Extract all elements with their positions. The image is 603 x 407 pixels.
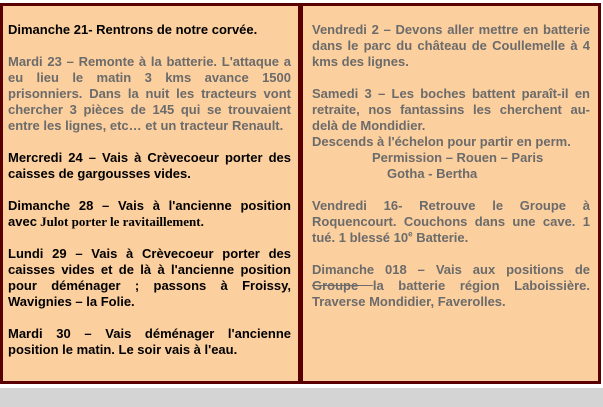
bottom-bar [0,388,603,407]
diary-entry [8,198,291,230]
diary-entry: Mardi 23 – Remonte à la batterie. L'attaque a eu lieu le matin 3 kms avance 1500 prisonniers. Dans la nuit les tracteurs vont chercher 3 pièces de 145 qui se trouvaient entre les lignes, etc… et un tracteur Renault. [8,54,291,133]
entry-text: Dimanche 018 – Vais aux positions de [312,262,590,277]
diary-entry: Lundi 29 – Vais à Crèvecoeur porter des caisses vides et de là à l'ancienne position pour déménager ; passons à Froissy, Wavignies – la Folie. [8,246,291,309]
diary-entry: Descends à l'échelon pour partir en perm. [312,134,571,149]
superscript: e [408,229,413,239]
diary-entry: Mercredi 24 – Vais à Crèvecoeur porter des caisses de gargousses vides. [8,150,291,181]
diary-entry: Dimanche 21- Rentrons de notre corvée. [8,22,258,37]
left-column [0,3,301,384]
entry-text: la batterie région Laboissière. Traverse Mondidier, Faverolles. [312,278,590,309]
entry-text: Batterie. [412,230,469,245]
entry-text: Dimanche 28 – Vais à l'ancienne position avec [8,198,291,229]
diary-entry [312,262,590,310]
diary-entry: Samedi 3 – Les boches battent paraît-il en retraite, nos fantassins les cherchent au-delà de Mondidier. [312,86,590,133]
right-column [300,3,601,384]
permission-line: Permission – Rouen – Paris [372,150,544,165]
entry-text: Julot porter le ravitaillement. [36,214,204,229]
diary-entry: Mardi 30 – Vais déménager l'ancienne position le matin. Le soir vais à l'eau. [8,326,291,357]
struck-text: Groupe [312,278,373,293]
permission-line: Gotha - Bertha [387,166,478,181]
diary-entry [312,198,590,246]
entry-text: Vendredi 16- Retrouve le Groupe à Roquencourt. Couchons dans une cave. 1 tué. 1 blessé 10 [312,198,590,245]
diary-entry: Vendredi 2 – Devons aller mettre en batterie dans le parc du château de Coullemelle à 4 kms des lignes. [312,22,590,69]
